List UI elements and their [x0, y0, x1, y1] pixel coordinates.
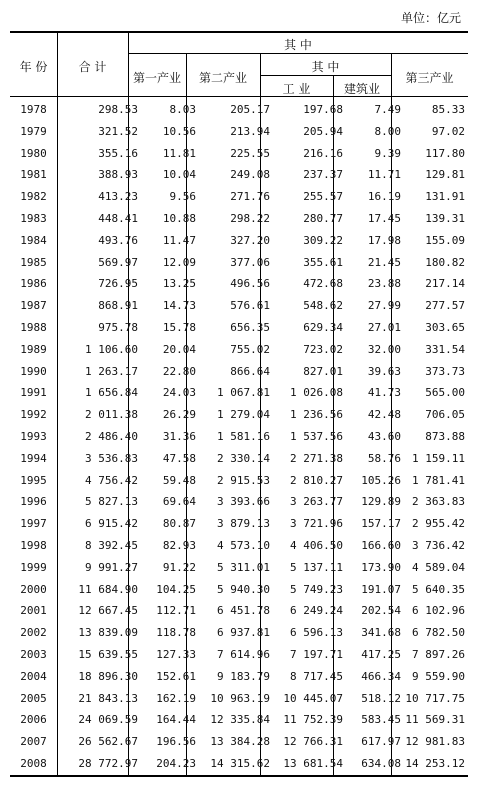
total-cell: 26 562.67: [78, 735, 138, 749]
secondary-industry-cell: 327.20: [230, 233, 270, 247]
table-row: [10, 142, 468, 164]
secondary-industry-cell: 3 393.66: [217, 495, 270, 509]
total-cell: 298.53: [98, 103, 138, 116]
total-cell: 493.76: [98, 233, 138, 247]
table-row: [10, 490, 468, 512]
year-cell: 1979: [20, 124, 47, 138]
primary-industry-cell: 162.19: [156, 691, 196, 705]
total-cell: 24 069.59: [78, 713, 138, 727]
primary-industry-cell: 11.81: [162, 146, 196, 160]
tertiary-industry-cell: 131.91: [425, 190, 465, 204]
primary-industry-cell: 31.36: [162, 430, 196, 443]
table-row: [10, 338, 468, 360]
construction-cell: 466.34: [361, 669, 401, 683]
table-row: [10, 599, 468, 621]
construction-cell: 105.26: [361, 473, 401, 487]
industry-cell: 12 766.31: [283, 735, 343, 749]
table-row: [10, 251, 468, 273]
secondary-industry-cell: 7 614.96: [217, 648, 270, 661]
primary-industry-cell: 204.23: [156, 757, 196, 770]
total-cell: 569.97: [98, 255, 138, 269]
secondary-industry-cell: 755.02: [230, 342, 270, 356]
primary-industry-cell: 91.22: [162, 560, 196, 574]
secondary-industry-cell: 1 581.16: [217, 430, 270, 443]
secondary-industry-cell: 6 451.78: [217, 604, 270, 618]
primary-industry-cell: 10.88: [162, 212, 196, 225]
secondary-industry-cell: 213.94: [230, 124, 270, 138]
header-secondary-of-which: 其 中: [311, 60, 340, 74]
industry-cell: 205.94: [303, 124, 343, 138]
table-row: [10, 665, 468, 687]
year-cell: 1985: [20, 255, 47, 269]
construction-cell: 23.88: [367, 277, 401, 291]
total-cell: 726.95: [98, 277, 138, 291]
total-cell: 2 011.38: [85, 408, 138, 422]
year-cell: 1988: [20, 321, 47, 334]
tertiary-industry-cell: 10 717.75: [405, 691, 465, 705]
table-row: [10, 621, 468, 643]
secondary-industry-cell: 5 311.01: [217, 560, 270, 574]
construction-cell: 11.71: [367, 168, 401, 182]
tertiary-industry-cell: 155.09: [425, 233, 465, 247]
header-divider: [128, 53, 468, 54]
tertiary-industry-cell: 1 159.11: [412, 451, 465, 465]
tertiary-industry-cell: 3 736.42: [412, 539, 465, 552]
primary-industry-cell: 104.25: [156, 582, 196, 596]
total-cell: 448.41: [98, 212, 138, 225]
industry-cell: 472.68: [303, 277, 343, 291]
tertiary-industry-cell: 97.02: [431, 124, 465, 138]
construction-cell: 202.54: [361, 604, 401, 618]
table-row: [10, 534, 468, 556]
table-row: [10, 469, 468, 491]
header-secondary: 第二产业: [198, 71, 247, 85]
industry-cell: 4 406.50: [290, 539, 343, 552]
tertiary-industry-cell: 9 559.90: [412, 669, 465, 683]
header-divider: [260, 75, 391, 76]
total-cell: 28 772.97: [78, 757, 138, 770]
tertiary-industry-cell: 129.81: [425, 168, 465, 182]
tertiary-industry-cell: 6 782.50: [412, 626, 465, 640]
total-cell: 388.93: [98, 168, 138, 182]
tertiary-industry-cell: 4 589.04: [412, 560, 465, 574]
industry-cell: 197.68: [303, 103, 343, 116]
table-row: [10, 98, 468, 120]
secondary-industry-cell: 5 940.30: [217, 582, 270, 596]
primary-industry-cell: 9.56: [169, 190, 196, 204]
table-row: [10, 687, 468, 709]
industry-cell: 13 681.54: [283, 757, 343, 770]
construction-cell: 341.68: [361, 626, 401, 640]
primary-industry-cell: 14.73: [162, 299, 196, 313]
header-primary: 第一产业: [132, 71, 181, 85]
industry-cell: 1 026.08: [290, 386, 343, 400]
primary-industry-cell: 26.29: [162, 408, 196, 422]
table-row: [10, 447, 468, 469]
total-cell: 1 106.60: [85, 342, 138, 356]
table-row: [10, 163, 468, 185]
construction-cell: 27.01: [367, 321, 401, 334]
secondary-industry-cell: 9 183.79: [217, 669, 270, 683]
industry-cell: 1 236.56: [290, 408, 343, 422]
construction-cell: 16.19: [367, 190, 401, 204]
secondary-industry-cell: 866.64: [230, 364, 270, 378]
industry-cell: 255.57: [303, 190, 343, 204]
industry-cell: 3 721.96: [290, 517, 343, 531]
header-industry: 工 业: [282, 82, 311, 96]
secondary-industry-cell: 205.17: [230, 103, 270, 116]
primary-industry-cell: 164.44: [156, 713, 196, 727]
tertiary-industry-cell: 14 253.12: [405, 757, 465, 770]
table-row: [10, 316, 468, 338]
primary-industry-cell: 15.78: [162, 321, 196, 334]
header-of-which: 其 中: [284, 38, 312, 52]
year-cell: 1992: [20, 408, 47, 422]
total-cell: 21 843.13: [78, 691, 138, 705]
primary-industry-cell: 47.58: [162, 451, 196, 465]
construction-cell: 21.45: [367, 255, 401, 269]
construction-cell: 157.17: [361, 517, 401, 531]
industry-cell: 5 137.11: [290, 560, 343, 574]
construction-cell: 417.25: [361, 648, 401, 661]
table-row: [10, 381, 468, 403]
secondary-industry-cell: 271.76: [230, 190, 270, 204]
industry-cell: 280.77: [303, 212, 343, 225]
year-cell: 1984: [20, 233, 47, 247]
year-cell: 2007: [20, 735, 47, 749]
industry-cell: 11 752.39: [283, 713, 343, 727]
total-cell: 18 896.30: [78, 669, 138, 683]
year-cell: 2003: [20, 648, 47, 661]
tertiary-industry-cell: 1 781.41: [412, 473, 465, 487]
total-cell: 6 915.42: [85, 517, 138, 531]
year-cell: 1990: [20, 364, 47, 378]
secondary-industry-cell: 225.55: [230, 146, 270, 160]
total-cell: 868.91: [98, 299, 138, 313]
table-row: [10, 272, 468, 294]
industry-cell: 548.62: [303, 299, 343, 313]
header-construction: 建筑业: [343, 82, 380, 96]
construction-cell: 27.99: [367, 299, 401, 313]
total-cell: 4 756.42: [85, 473, 138, 487]
tertiary-industry-cell: 565.00: [425, 386, 465, 400]
industry-cell: 237.37: [303, 168, 343, 182]
industry-cell: 5 749.23: [290, 582, 343, 596]
tertiary-industry-cell: 2 955.42: [412, 517, 465, 531]
year-cell: 2006: [20, 713, 47, 727]
table-row: [10, 643, 468, 665]
year-cell: 1981: [20, 168, 47, 182]
secondary-industry-cell: 496.56: [230, 277, 270, 291]
industry-cell: 8 717.45: [290, 669, 343, 683]
secondary-industry-cell: 576.61: [230, 299, 270, 313]
construction-cell: 41.73: [367, 386, 401, 400]
industry-cell: 2 271.38: [290, 451, 343, 465]
construction-cell: 17.45: [367, 212, 401, 225]
year-cell: 2000: [20, 582, 47, 596]
tertiary-industry-cell: 6 102.96: [412, 604, 465, 618]
table-row: [10, 207, 468, 229]
table-row: [10, 185, 468, 207]
construction-cell: 191.07: [361, 582, 401, 596]
primary-industry-cell: 10.04: [162, 168, 196, 182]
secondary-industry-cell: 12 335.84: [210, 713, 270, 727]
secondary-industry-cell: 14 315.62: [210, 757, 270, 770]
industry-cell: 6 249.24: [290, 604, 343, 618]
table-row: [10, 730, 468, 752]
construction-cell: 39.63: [367, 364, 401, 378]
secondary-industry-cell: 2 330.14: [217, 451, 270, 465]
primary-industry-cell: 127.33: [156, 648, 196, 661]
table-row: [10, 294, 468, 316]
primary-industry-cell: 13.25: [162, 277, 196, 291]
tertiary-industry-cell: 277.57: [425, 299, 465, 313]
tertiary-industry-cell: 873.88: [425, 430, 465, 443]
total-cell: 321.52: [98, 124, 138, 138]
tertiary-industry-cell: 11 569.31: [405, 713, 465, 727]
construction-cell: 7.49: [374, 103, 401, 116]
total-cell: 3 536.83: [85, 451, 138, 465]
construction-cell: 8.00: [374, 124, 401, 138]
tertiary-industry-cell: 12 981.83: [405, 735, 465, 749]
secondary-industry-cell: 4 573.10: [217, 539, 270, 552]
year-cell: 1999: [20, 560, 47, 574]
secondary-industry-cell: 2 915.53: [217, 473, 270, 487]
table-row: [10, 229, 468, 251]
primary-industry-cell: 152.61: [156, 669, 196, 683]
construction-cell: 583.45: [361, 713, 401, 727]
year-cell: 2005: [20, 691, 47, 705]
tertiary-industry-cell: 117.80: [425, 146, 465, 160]
year-cell: 1989: [20, 342, 47, 356]
year-cell: 2004: [20, 669, 47, 683]
table-row: [10, 556, 468, 578]
total-cell: 1 656.84: [85, 386, 138, 400]
table-row: [10, 708, 468, 730]
header-year: 年 份: [19, 60, 48, 74]
industry-cell: 216.16: [303, 146, 343, 160]
year-cell: 1986: [20, 277, 47, 291]
year-cell: 2002: [20, 626, 47, 640]
industry-cell: 3 263.77: [290, 495, 343, 509]
year-cell: 1995: [20, 473, 47, 487]
secondary-industry-cell: 1 067.81: [217, 386, 270, 400]
secondary-industry-cell: 249.08: [230, 168, 270, 182]
tertiary-industry-cell: 180.82: [425, 255, 465, 269]
year-cell: 1980: [20, 146, 47, 160]
tertiary-industry-cell: 331.54: [425, 342, 465, 356]
year-cell: 1997: [20, 517, 47, 531]
total-cell: 15 639.55: [78, 648, 138, 661]
primary-industry-cell: 20.04: [162, 342, 196, 356]
primary-industry-cell: 80.87: [162, 517, 196, 531]
table-row: [10, 752, 468, 774]
industry-cell: 7 197.71: [290, 648, 343, 661]
total-cell: 2 486.40: [85, 430, 138, 443]
industry-cell: 10 445.07: [283, 691, 343, 705]
unit-label: 单位：亿元: [400, 11, 461, 25]
table-row: [10, 578, 468, 600]
construction-cell: 58.76: [367, 451, 401, 465]
total-cell: 11 684.90: [78, 582, 138, 596]
construction-cell: 42.48: [367, 408, 401, 422]
primary-industry-cell: 82.93: [162, 539, 196, 552]
table-row: [10, 360, 468, 382]
total-cell: 355.16: [98, 146, 138, 160]
tertiary-industry-cell: 85.33: [431, 103, 465, 116]
year-cell: 1982: [20, 190, 47, 204]
tertiary-industry-cell: 706.05: [425, 408, 465, 422]
primary-industry-cell: 112.71: [156, 604, 196, 618]
total-cell: 975.78: [98, 321, 138, 334]
construction-cell: 166.60: [361, 539, 401, 552]
total-cell: 1 263.17: [85, 364, 138, 378]
tertiary-industry-cell: 303.65: [425, 321, 465, 334]
year-cell: 1993: [20, 430, 47, 443]
construction-cell: 617.97: [361, 735, 401, 749]
industry-cell: 1 537.56: [290, 430, 343, 443]
primary-industry-cell: 22.80: [162, 364, 196, 378]
primary-industry-cell: 59.48: [162, 473, 196, 487]
tertiary-industry-cell: 139.31: [425, 212, 465, 225]
industry-cell: 355.61: [303, 255, 343, 269]
industry-cell: 2 810.27: [290, 473, 343, 487]
table-bottom-rule: [10, 775, 468, 777]
secondary-industry-cell: 6 937.81: [217, 626, 270, 640]
header-total: 合 计: [78, 60, 107, 74]
construction-cell: 17.98: [367, 233, 401, 247]
industry-cell: 309.22: [303, 233, 343, 247]
industry-cell: 629.34: [303, 321, 343, 334]
year-cell: 2008: [20, 757, 47, 770]
secondary-industry-cell: 298.22: [230, 212, 270, 225]
primary-industry-cell: 118.78: [156, 626, 196, 640]
year-cell: 1983: [20, 212, 47, 225]
total-cell: 12 667.45: [78, 604, 138, 618]
table-row: [10, 403, 468, 425]
table-row: [10, 425, 468, 447]
construction-cell: 9.39: [374, 146, 401, 160]
tertiary-industry-cell: 7 897.26: [412, 648, 465, 661]
primary-industry-cell: 10.56: [162, 124, 196, 138]
year-cell: 1987: [20, 299, 47, 313]
construction-cell: 518.12: [361, 691, 401, 705]
primary-industry-cell: 8.03: [169, 103, 196, 116]
year-cell: 1978: [20, 103, 47, 116]
total-cell: 8 392.45: [85, 539, 138, 552]
year-cell: 1998: [20, 539, 47, 552]
primary-industry-cell: 196.56: [156, 735, 196, 749]
tertiary-industry-cell: 373.73: [425, 364, 465, 378]
header-bottom-rule: [10, 96, 468, 97]
year-cell: 2001: [20, 604, 47, 618]
primary-industry-cell: 11.47: [162, 233, 196, 247]
year-cell: 1991: [20, 386, 47, 400]
total-cell: 413.23: [98, 190, 138, 204]
industry-cell: 6 596.13: [290, 626, 343, 640]
tertiary-industry-cell: 217.14: [425, 277, 465, 291]
construction-cell: 129.89: [361, 495, 401, 509]
total-cell: 5 827.13: [85, 495, 138, 509]
secondary-industry-cell: 656.35: [230, 321, 270, 334]
tertiary-industry-cell: 2 363.83: [412, 495, 465, 509]
secondary-industry-cell: 3 879.13: [217, 517, 270, 531]
construction-cell: 32.00: [367, 342, 401, 356]
secondary-industry-cell: 377.06: [230, 255, 270, 269]
year-cell: 1994: [20, 451, 47, 465]
table-top-rule: [10, 31, 468, 33]
primary-industry-cell: 24.03: [162, 386, 196, 400]
industry-cell: 723.02: [303, 342, 343, 356]
secondary-industry-cell: 13 384.28: [210, 735, 270, 749]
total-cell: 13 839.09: [78, 626, 138, 640]
header-tertiary: 第三产业: [405, 71, 454, 85]
construction-cell: 43.60: [367, 430, 401, 443]
total-cell: 9 991.27: [85, 560, 138, 574]
table-row: [10, 512, 468, 534]
secondary-industry-cell: 10 963.19: [210, 691, 270, 705]
table-row: [10, 120, 468, 142]
construction-cell: 634.08: [361, 757, 401, 770]
tertiary-industry-cell: 5 640.35: [412, 582, 465, 596]
primary-industry-cell: 69.64: [162, 495, 196, 509]
secondary-industry-cell: 1 279.04: [217, 408, 270, 422]
industry-cell: 827.01: [303, 364, 343, 378]
primary-industry-cell: 12.09: [162, 255, 196, 269]
year-cell: 1996: [20, 495, 47, 509]
construction-cell: 173.90: [361, 560, 401, 574]
